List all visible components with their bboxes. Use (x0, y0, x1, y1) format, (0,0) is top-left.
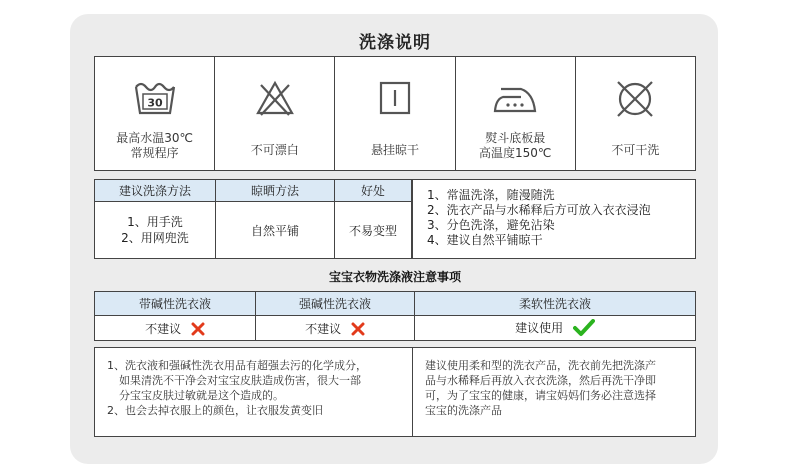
advice-text: 建议使用柔和型的洗衣产品，洗衣前先把洗涤产 品与水稀释后再放入衣衣洗涤，然后再洗干净即 可，为了宝宝的健康，请宝妈妈们务必注意选择 宝宝的洗涤产品 (425, 359, 656, 417)
care-notes (412, 179, 696, 259)
symbol-hang-dry (335, 57, 455, 170)
care-note: 3、分色洗涤，避免沾染 (427, 218, 555, 232)
page-title: 洗涤说明 (359, 33, 431, 53)
alkaline-verdict: 不建议 (95, 316, 256, 341)
no-bleach-icon (255, 79, 295, 117)
detergent-table (94, 291, 696, 341)
warning-text: 1、洗衣液和强碱性洗衣用品有超强去污的化学成分， 如果清洗不干净会对宝宝皮肤造成伤害，很大一部 分宝宝皮肤过敏就是这个造成的。 2、也会去掉衣服上的颜色，让衣服发黄变旧 (95, 348, 413, 436)
wash-temp-label: 30 (146, 96, 163, 110)
symbol-no-dry-clean (576, 57, 695, 170)
care-symbols-row (94, 56, 696, 171)
wash-methods-cell: 1、用手洗 2、用网兜洗 (95, 202, 216, 259)
symbol-no-bleach (215, 57, 335, 170)
symbol-caption: 不可漂白 (250, 143, 299, 157)
check-icon (573, 319, 595, 337)
symbol-iron-150 (456, 57, 576, 170)
detergent-section-title: 宝宝衣物洗涤液注意事项 (328, 270, 461, 284)
header-benefit: 好处 (335, 180, 412, 202)
symbol-wash-30 (95, 57, 215, 170)
care-note: 2、洗衣产品与水稀释后方可放入衣衣浸泡 (427, 203, 651, 217)
dry-method-cell: 自然平铺 (216, 202, 335, 259)
header-strong-alkaline-detergent: 强碱性洗衣液 (256, 292, 415, 316)
header-soft-detergent: 柔软性洗衣液 (415, 292, 696, 316)
iron-150-icon (491, 79, 539, 117)
strong-alkaline-verdict: 不建议 (256, 316, 415, 341)
no-dry-clean-icon (615, 79, 655, 119)
symbol-caption: 熨斗底板最 高温度150℃ (479, 131, 552, 160)
cross-icon (351, 322, 365, 336)
header-dry-method: 晾晒方法 (216, 180, 335, 202)
care-note: 4、建议自然平铺晾干 (427, 233, 543, 247)
cross-icon (191, 322, 205, 336)
wash-30-icon (133, 79, 177, 117)
symbol-caption: 悬挂晾干 (371, 143, 420, 157)
header-wash-method: 建议洗涤方法 (95, 180, 216, 202)
soft-verdict: 建议使用 (415, 316, 696, 341)
symbol-caption: 不可干洗 (611, 143, 660, 157)
header-alkaline-detergent: 带碱性洗衣液 (95, 292, 256, 316)
explanation-box (94, 347, 696, 437)
hang-dry-icon (377, 79, 413, 117)
benefit-cell: 不易变型 (335, 202, 412, 259)
symbol-caption: 最高水温30℃ 常规程序 (116, 131, 193, 160)
care-method-table (94, 179, 412, 259)
care-note: 1、常温洗涤，随漫随洗 (427, 188, 555, 202)
